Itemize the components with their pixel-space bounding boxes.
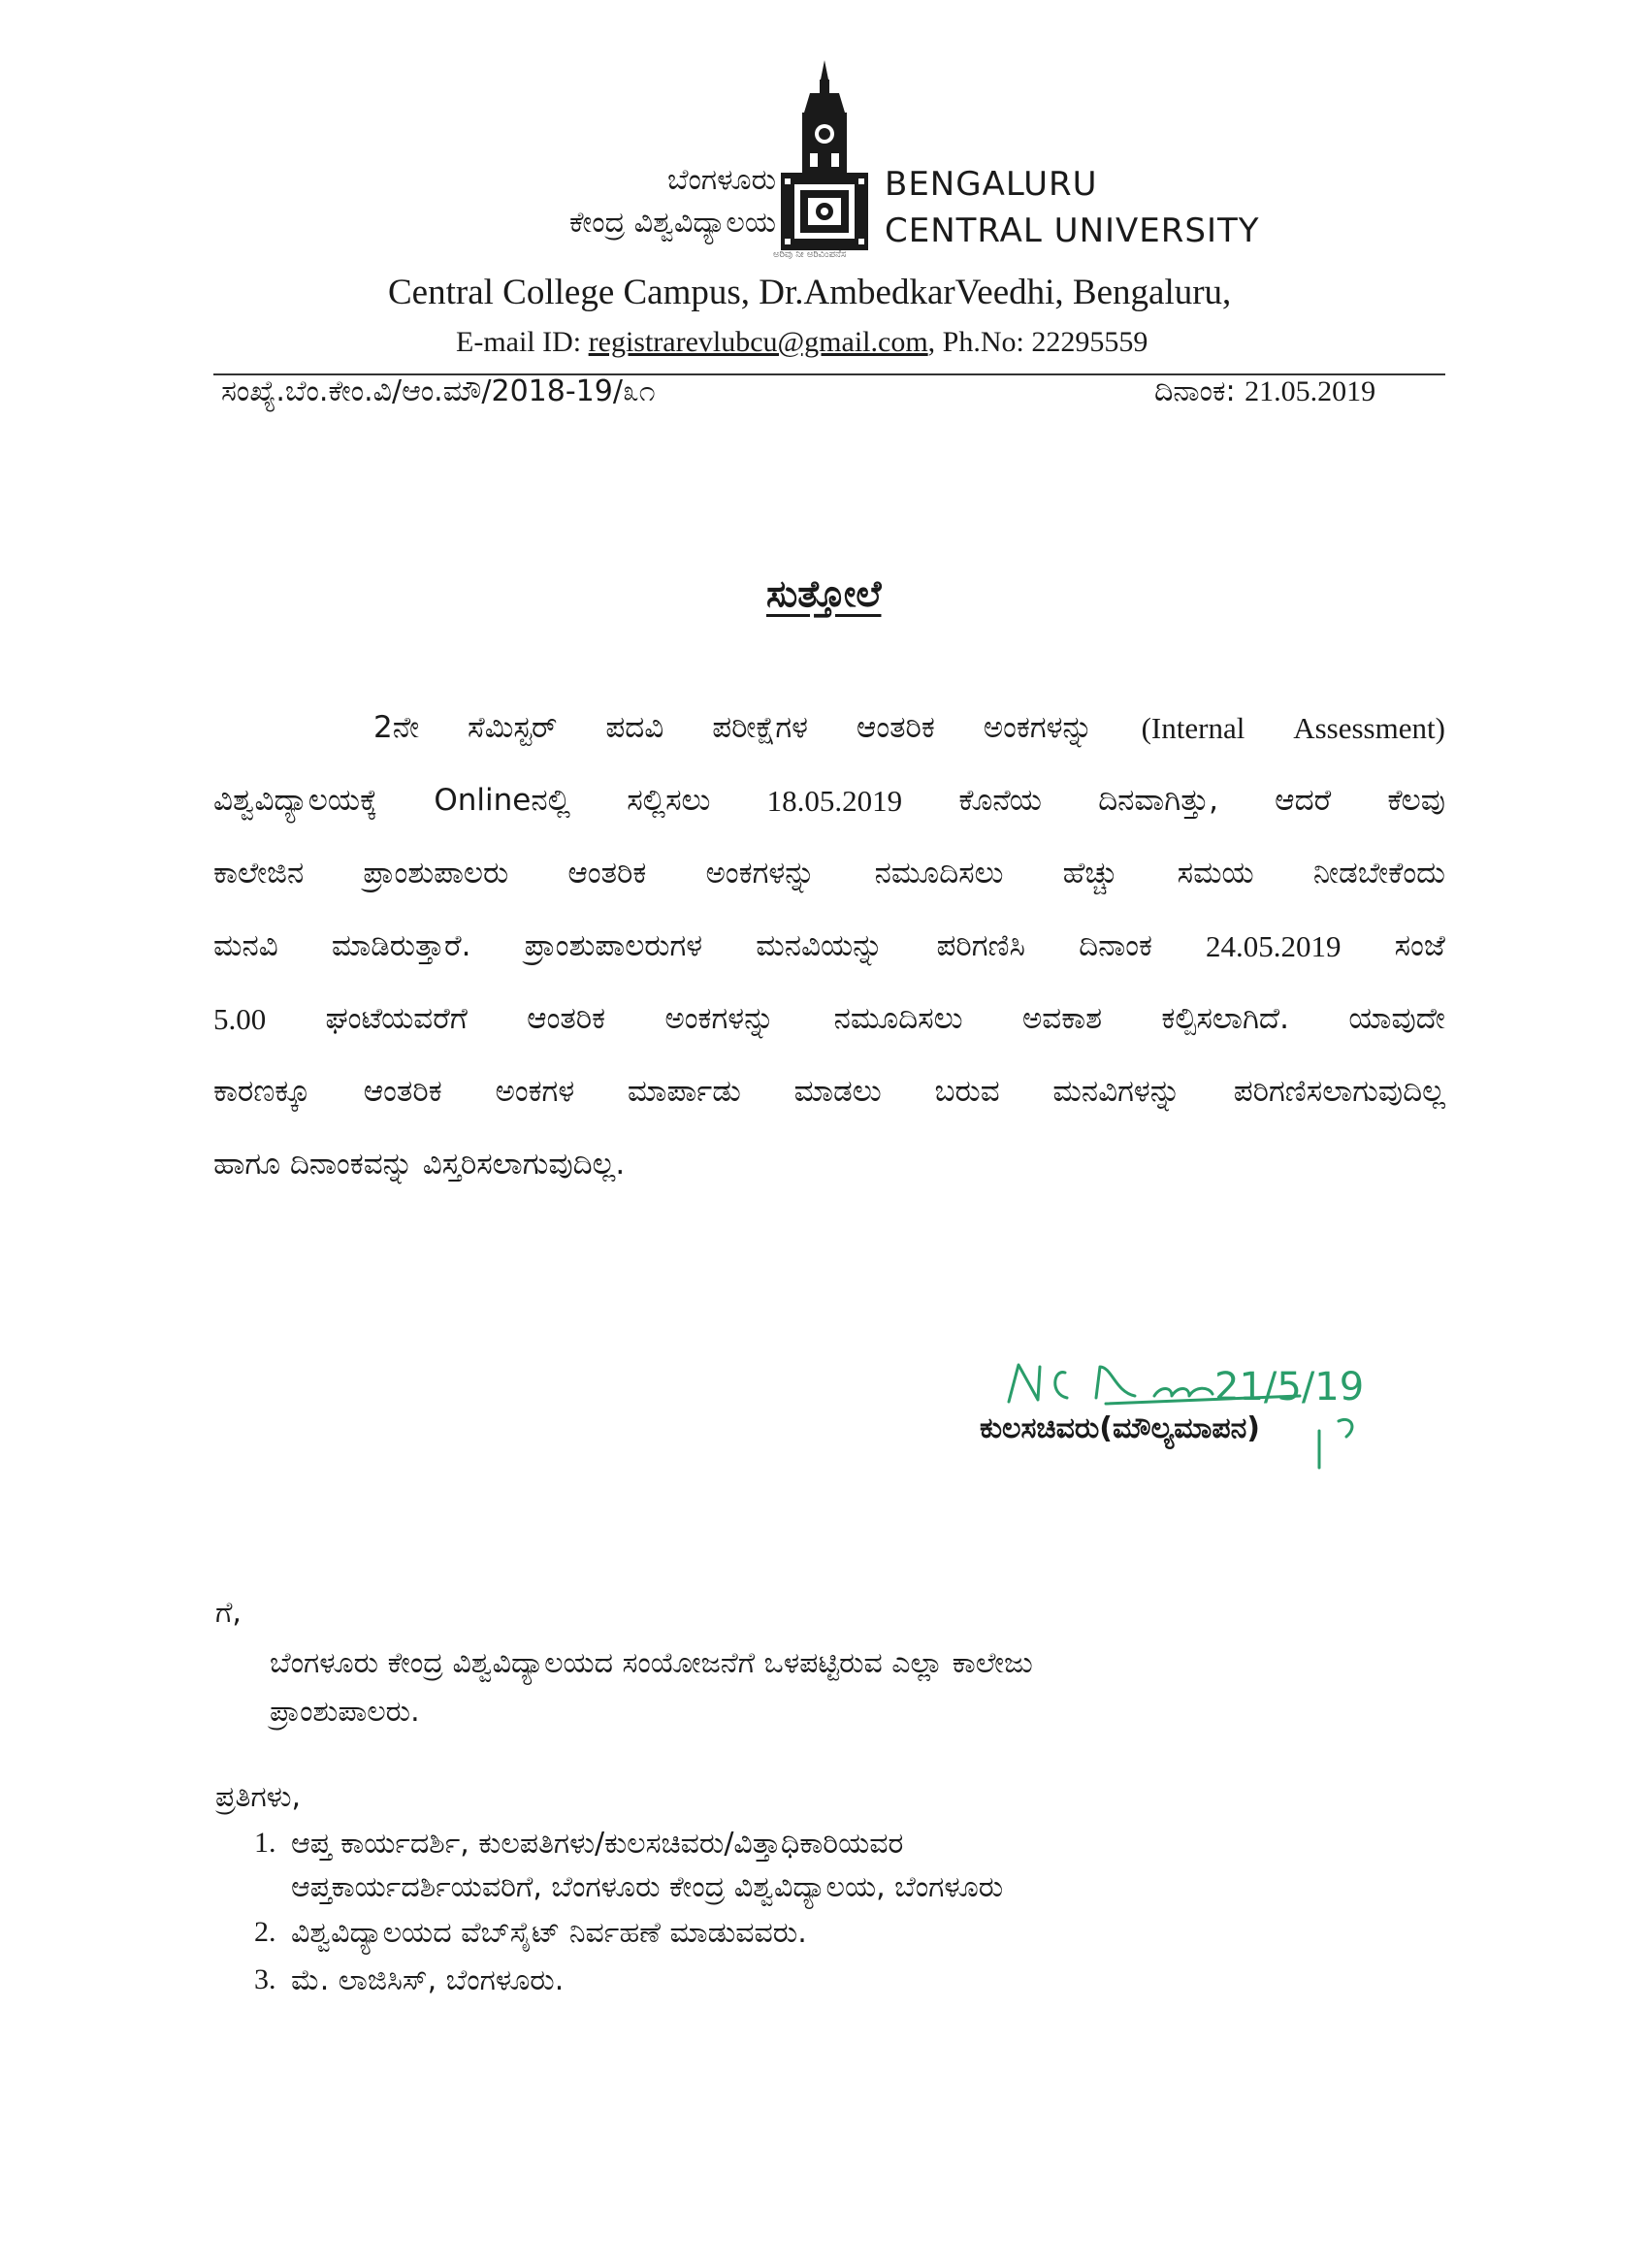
body-word: ಸಮಯ bbox=[1177, 856, 1254, 891]
body-word: ಪರಿಗಣಿಸಲಾಗುವುದಿಲ್ಲ bbox=[1233, 1074, 1445, 1109]
body-word: ಬರುವ bbox=[934, 1074, 1000, 1109]
copy-item-3-line-1: ಮೆ. ಲಾಜಿಸಿಸ್, ಬೆಂಗಳೂರು. bbox=[291, 1963, 565, 1997]
body-word: ಅಂಕಗಳನ್ನು bbox=[983, 710, 1093, 745]
body-word: ಆಂತರಿಕ bbox=[567, 856, 647, 891]
university-name-kannada-line2: ಕೇಂದ್ರ ವಿಶ್ವವಿದ್ಯಾಲಯ bbox=[568, 206, 776, 240]
copy-item-2-number: 2. bbox=[254, 1916, 276, 1948]
body-word: ಹಾಗೂ ದಿನಾಂಕವನ್ನು ವಿಸ್ತರಿಸಲಾಗುವುದಿಲ್ಲ. bbox=[213, 1147, 626, 1182]
body-line-2 bbox=[213, 764, 1445, 837]
body-word: ಆಂತರಿಕ bbox=[363, 1074, 442, 1109]
body-word: 2ನೇ bbox=[373, 710, 420, 745]
body-word: ದಿನಾಂಕ bbox=[1079, 928, 1152, 963]
body-line-3 bbox=[213, 837, 1445, 910]
document-date bbox=[1154, 374, 1375, 408]
body-word: 5.00 bbox=[213, 1002, 267, 1036]
body-word: 24.05.2019 bbox=[1206, 929, 1342, 963]
body-word: ಪದವಿ bbox=[605, 710, 664, 745]
copy-item-3-number: 3. bbox=[254, 1963, 276, 1995]
body-word: Assessment) bbox=[1293, 711, 1445, 745]
university-logo bbox=[781, 60, 868, 264]
body-word: ಅವಕಾಶ bbox=[1021, 1001, 1103, 1036]
body-word: ನಮೂದಿಸಲು bbox=[833, 1001, 963, 1036]
addressee-line-2: ಪ್ರಾಂಶುಪಾಲರು. bbox=[270, 1695, 420, 1729]
email-link[interactable]: registrarevlubcu@gmail.com bbox=[588, 326, 928, 358]
body-word: ಅಂಕಗಳ bbox=[495, 1074, 575, 1109]
body-line-6 bbox=[213, 1055, 1445, 1128]
body-word: ಮಾಡಿರುತ್ತಾರೆ. bbox=[331, 928, 471, 963]
body-line-4 bbox=[213, 910, 1445, 983]
contact-line bbox=[456, 326, 1148, 359]
body-word: ಪರೀಕ್ಷೆಗಳ bbox=[712, 710, 808, 745]
body-word: (Internal bbox=[1141, 711, 1245, 745]
date-label: ದಿನಾಂಕ: bbox=[1154, 374, 1236, 408]
body-line-5 bbox=[213, 983, 1445, 1055]
body-word: ಕೆಲವು bbox=[1387, 783, 1445, 818]
body-word: ಕಲ್ಪಿಸಲಾಗಿದೆ. bbox=[1161, 1001, 1290, 1036]
body-word: ಹೆಚ್ಚು bbox=[1062, 856, 1118, 891]
body-word: 18.05.2019 bbox=[766, 784, 903, 818]
university-name-english-line1: BENGALURU bbox=[885, 165, 1098, 204]
email-label: E-mail ID: bbox=[456, 326, 589, 358]
university-address: Central College Campus, Dr.AmbedkarVeedhi, Bengaluru, bbox=[388, 273, 1232, 312]
body-word: ಮನವಿಯನ್ನು bbox=[756, 928, 884, 963]
circular-body bbox=[213, 692, 1445, 1201]
body-word: ಘಂಟೆಯವರೆಗೆ bbox=[325, 1001, 468, 1036]
body-word: ಮಾರ್ಪಾಡು bbox=[627, 1074, 741, 1109]
body-word: ಕಾಲೇಜಿನ bbox=[213, 856, 305, 891]
body-word: ಕೊನೆಯ bbox=[958, 783, 1042, 818]
body-word: ಯಾವುದೇ bbox=[1348, 1001, 1445, 1036]
body-word: ಅಂಕಗಳನ್ನು bbox=[664, 1001, 775, 1036]
university-name-english-line2: CENTRAL UNIVERSITY bbox=[885, 211, 1260, 250]
signature-date: 21/5/19 bbox=[1214, 1365, 1365, 1409]
university-motto: ಅರಿವು ನೀ ಅರಿವಿಂಪನೆಸ bbox=[773, 249, 847, 260]
date-value: 21.05.2019 bbox=[1245, 375, 1376, 407]
to-label: ಗೆ, bbox=[215, 1596, 242, 1630]
body-line-7 bbox=[213, 1128, 1445, 1201]
body-word: ಆದರೆ bbox=[1275, 783, 1332, 818]
body-word: ಮನವಿಗಳನ್ನು bbox=[1052, 1074, 1181, 1109]
body-word: ಆಂತರಿಕ bbox=[527, 1001, 606, 1036]
reference-number: ಸಂಖ್ಯೆ.ಬೆಂ.ಕೇಂ.ವಿ/ಆಂ.ಮೌ/2018-19/೩೧ bbox=[221, 374, 656, 408]
body-word: ನಮೂದಿಸಲು bbox=[874, 856, 1004, 891]
body-word: ದಿನವಾಗಿತ್ತು, bbox=[1098, 783, 1218, 818]
body-line-1 bbox=[213, 692, 1445, 764]
body-word: ಸಂಜೆ bbox=[1394, 928, 1445, 963]
phone-number: , Ph.No: 22295559 bbox=[927, 326, 1148, 358]
copy-item-2-line-1: ವಿಶ್ವವಿದ್ಯಾಲಯದ ವೆಬ್‌ಸೈಟ್ ನಿರ್ವಹಣೆ ಮಾಡುವವರು. bbox=[291, 1916, 807, 1950]
body-word: ಅಂಕಗಳನ್ನು bbox=[705, 856, 816, 891]
copy-item-1-line-2: ಆಪ್ತಕಾರ್ಯದರ್ಶಿಯವರಿಗೆ, ಬೆಂಗಳೂರು ಕೇಂದ್ರ ವಿಶ್ವವಿದ್ಯಾಲಯ, ಬೆಂಗಳೂರು bbox=[291, 1870, 1004, 1904]
copies-label: ಪ್ರತಿಗಳು, bbox=[215, 1780, 302, 1814]
body-word: ವಿಶ್ವವಿದ್ಯಾಲಯಕ್ಕೆ bbox=[213, 783, 378, 818]
body-word: ಪ್ರಾಂಶುಪಾಲರು bbox=[363, 856, 509, 891]
signatory-designation: ಕುಲಸಚಿವರು(ಮೌಲ್ಯಮಾಪನ) bbox=[980, 1411, 1260, 1445]
body-word: ಸೆಮಿಸ್ಟರ್ bbox=[468, 710, 558, 745]
body-word: ನೀಡಬೇಕೆಂದು bbox=[1312, 856, 1445, 891]
body-word: ಸಲ್ಲಿಸಲು bbox=[627, 783, 711, 818]
body-word: ಮಾಡಲು bbox=[793, 1074, 882, 1109]
circular-title: ಸುತ್ತೋಲೆ bbox=[766, 572, 882, 615]
body-word: ಪ್ರಾಂಶುಪಾಲರುಗಳ bbox=[524, 928, 703, 963]
copy-item-1-line-1: ಆಪ್ತ ಕಾರ್ಯದರ್ಶಿ, ಕುಲಪತಿಗಳು/ಕುಲಸಚಿವರು/ವಿತ್ತಾಧಿಕಾರಿಯವರ bbox=[291, 1827, 904, 1861]
body-word: ಪರಿಗಣಿಸಿ bbox=[936, 928, 1025, 963]
copy-item-1-number: 1. bbox=[254, 1827, 276, 1859]
body-word: ಕಾರಣಕ್ಕೂ bbox=[213, 1074, 310, 1109]
university-name-kannada-line1: ಬೆಂಗಳೂರು bbox=[666, 163, 776, 197]
handwritten-signature bbox=[989, 1344, 1406, 1470]
addressee-line-1: ಬೆಂಗಳೂರು ಕೇಂದ್ರ ವಿಶ್ವವಿದ್ಯಾಲಯದ ಸಂಯೋಜನೆಗೆ ಒಳಪಟ್ಟಿರುವ ಎಲ್ಲಾ ಕಾಲೇಜು bbox=[270, 1646, 1033, 1680]
body-word: ಮನವಿ bbox=[213, 928, 278, 963]
body-word: Onlineನಲ್ಲಿ bbox=[434, 783, 571, 818]
body-word: ಆಂತರಿಕ bbox=[856, 710, 935, 745]
